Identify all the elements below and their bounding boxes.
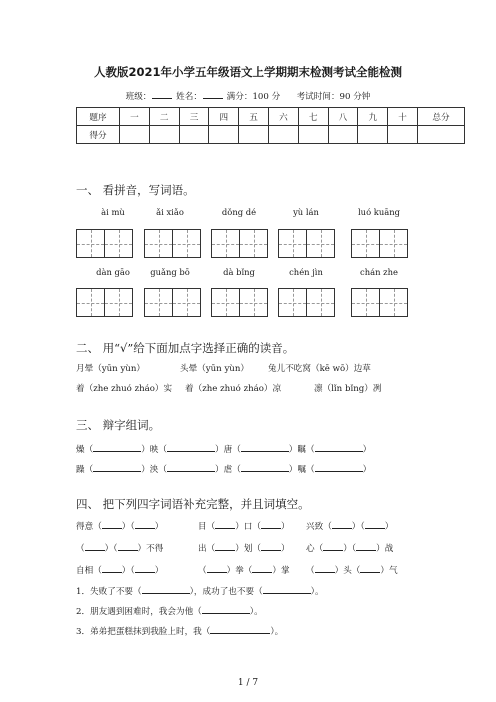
pinyin: ǎi xiǎo — [156, 207, 184, 217]
score-input[interactable] — [388, 126, 418, 144]
answer-blank[interactable] — [315, 442, 363, 452]
name-label: 姓名： — [176, 92, 202, 102]
score-input[interactable] — [418, 126, 465, 144]
writing-grid[interactable] — [211, 288, 268, 317]
reading-choice[interactable]: 凛（lǐn bǐng）冽 — [314, 384, 382, 394]
score-input[interactable] — [298, 126, 328, 144]
score-cell: 六 — [268, 108, 298, 126]
score-cell: 总分 — [418, 108, 465, 126]
answer-blank[interactable] — [263, 584, 311, 594]
score-input[interactable] — [209, 126, 239, 144]
class-blank — [152, 90, 172, 99]
page-number: 1 / 7 — [237, 678, 259, 688]
word-group-row — [76, 442, 371, 455]
answer-blank[interactable] — [261, 541, 281, 551]
score-cell: 题序 — [77, 108, 120, 126]
pinyin: chán zhe — [360, 267, 398, 277]
word-char: ） — [362, 465, 372, 475]
answer-blank[interactable] — [135, 519, 155, 529]
writing-grid[interactable] — [144, 288, 201, 317]
answer-blank[interactable] — [207, 563, 227, 573]
answer-blank[interactable] — [85, 541, 105, 551]
word-char: ）瞩（ — [288, 445, 315, 455]
answer-blank[interactable] — [167, 462, 215, 472]
word-char: 躁（ — [76, 465, 94, 475]
word-char: ） — [362, 445, 372, 455]
idiom-item: 心（ ）（ ）战 — [306, 541, 393, 554]
score-cell: 一 — [120, 108, 150, 126]
word-group-row — [76, 462, 371, 475]
answer-blank[interactable] — [142, 584, 190, 594]
answer-blank[interactable] — [252, 563, 272, 573]
answer-blank[interactable] — [93, 462, 141, 472]
pinyin: luó kuāng — [358, 207, 400, 217]
answer-blank[interactable] — [167, 442, 215, 452]
reading-choice[interactable]: 着（zhe zhuó zháo）凉 — [185, 384, 282, 394]
answer-blank[interactable] — [202, 604, 250, 614]
pinyin: dà bǐng — [223, 267, 255, 277]
writing-grid[interactable] — [351, 288, 408, 317]
answer-blank[interactable] — [210, 624, 270, 634]
writing-grid[interactable] — [351, 229, 408, 258]
answer-blank[interactable] — [360, 563, 380, 573]
answer-blank[interactable] — [356, 541, 376, 551]
score-input[interactable] — [328, 126, 358, 144]
idiom-item: 目（ ）口（ ） — [198, 519, 290, 532]
answer-blank[interactable] — [332, 519, 352, 529]
section-1-heading: 一、 看拼音，写词语。 — [76, 183, 195, 197]
score-input[interactable] — [179, 126, 209, 144]
score-label: 得分 — [77, 126, 120, 144]
document-title: 人教版2021年小学五年级语文上学期期末检测考试全能检测 — [93, 65, 402, 79]
score-cell: 五 — [239, 108, 269, 126]
fill-question-2: 2．朋友遇到困难时，我会为他（ ）。 — [76, 604, 263, 617]
class-label: 班级： — [125, 92, 152, 102]
word-char: ）嘱（ — [288, 465, 315, 475]
pinyin: guǎng bō — [150, 267, 190, 277]
full-score: 满分：100 分 — [226, 92, 281, 102]
exam-time: 考试时间：90 分钟 — [296, 92, 371, 102]
writing-grid[interactable] — [278, 229, 335, 258]
reading-choice[interactable]: 月晕（yūn yùn） — [76, 364, 145, 374]
score-input[interactable] — [358, 126, 388, 144]
section-2-heading: 二、 用“√”给下面加点字选择正确的读音。 — [76, 341, 295, 355]
reading-choice[interactable]: 兔儿不吃窝（kē wō）边草 — [268, 364, 371, 374]
answer-blank[interactable] — [315, 563, 335, 573]
reading-choice[interactable]: 头晕（yūn yùn） — [180, 364, 249, 374]
reading-choice[interactable]: 着（zhe zhuó zháo）实 — [76, 384, 173, 394]
answer-blank[interactable] — [102, 519, 122, 529]
word-char: ）泱（ — [141, 465, 167, 475]
writing-grid[interactable] — [76, 229, 133, 258]
score-header-row — [77, 108, 465, 126]
answer-blank[interactable] — [315, 462, 363, 472]
idiom-item: 出（ ）划（ ） — [198, 541, 290, 554]
fill-question-3: 3．弟弟把蛋糕抹到我脸上时，我（ ）。 — [76, 624, 283, 637]
idiom-item: （ ）头（ ）气 — [306, 563, 398, 576]
answer-blank[interactable] — [241, 442, 289, 452]
writing-grid[interactable] — [278, 288, 335, 317]
pinyin: ài mù — [101, 207, 125, 217]
score-table — [76, 107, 465, 144]
idiom-item: （ ）拳（ ）掌 — [198, 563, 290, 576]
writing-grid[interactable] — [144, 229, 201, 258]
score-cell: 十 — [388, 108, 418, 126]
idiom-item: 得意（ ）（ ） — [76, 519, 163, 532]
fill-question-1: 1．失败了不要（ ），成功了也不要（ ）。 — [76, 584, 324, 597]
answer-blank[interactable] — [215, 541, 235, 551]
answer-blank[interactable] — [323, 541, 343, 551]
answer-blank[interactable] — [215, 519, 235, 529]
pinyin: dǒng dé — [221, 207, 257, 217]
name-blank — [203, 90, 223, 99]
idiom-item: 自相（ ）（ ） — [76, 563, 163, 576]
word-char: 燥（ — [76, 445, 94, 455]
score-value-row — [77, 126, 465, 144]
writing-grid[interactable] — [76, 288, 133, 317]
section-4-heading: 四、 把下列四字词语补充完整，并且词填空。 — [76, 497, 310, 511]
pinyin: dàn gāo — [96, 267, 130, 277]
score-input[interactable] — [120, 126, 150, 144]
score-cell: 八 — [328, 108, 358, 126]
score-input[interactable] — [149, 126, 179, 144]
exam-info — [0, 90, 496, 102]
answer-blank[interactable] — [102, 563, 122, 573]
writing-grid[interactable] — [211, 229, 268, 258]
idiom-item: （ ）（ ）不得 — [76, 541, 163, 554]
answer-blank[interactable] — [93, 442, 141, 452]
pinyin: chén jìn — [289, 267, 323, 277]
score-input[interactable] — [268, 126, 298, 144]
answer-blank[interactable] — [135, 563, 155, 573]
word-char: ）唐（ — [215, 445, 241, 455]
answer-blank[interactable] — [261, 519, 281, 529]
section-3-heading: 三、 辩字组词。 — [76, 418, 161, 432]
score-cell: 九 — [358, 108, 388, 126]
answer-blank[interactable] — [118, 541, 138, 551]
score-cell: 四 — [209, 108, 239, 126]
pinyin: yù lán — [293, 207, 319, 217]
idiom-item: 兴致（ ）（ ） — [306, 519, 393, 532]
score-cell: 三 — [179, 108, 209, 126]
score-cell: 二 — [149, 108, 179, 126]
score-input[interactable] — [239, 126, 269, 144]
answer-blank[interactable] — [365, 519, 385, 529]
answer-blank[interactable] — [241, 462, 289, 472]
score-cell: 七 — [298, 108, 328, 126]
word-char: ）映（ — [141, 445, 167, 455]
word-char: ）虐（ — [215, 465, 241, 475]
